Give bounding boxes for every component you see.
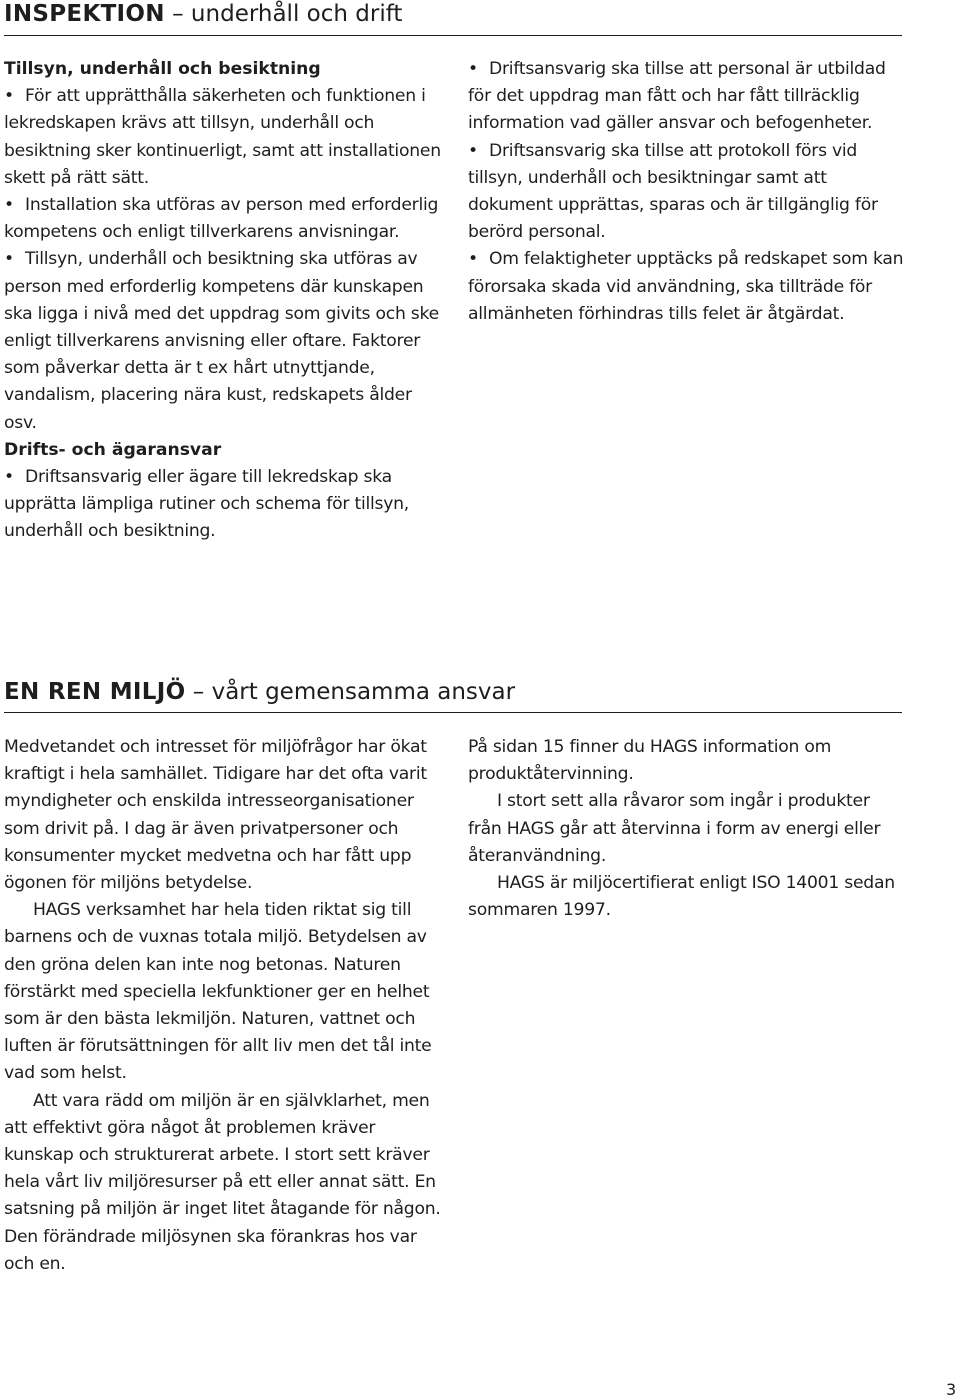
bullet-item [4, 246, 444, 436]
inspection-heading-subtitle: – underhåll och drift [164, 1, 403, 27]
bullet-text: Driftsansvarig ska tillse att protokoll förs vid tillsyn, underhåll och besiktningar samt att dokument upprättas, sparas och är tillgänglig för berörd personal. [468, 140, 878, 243]
bullet-item [4, 83, 444, 192]
environment-heading-rule [4, 712, 902, 713]
bullet-text: Driftsansvarig eller ägare till lekredskap ska upprätta lämpliga rutiner och schema för tillsyn, underhåll och besiktning. [4, 467, 410, 542]
bullet-text: För att upprätthålla säkerheten och funktionen i lekredskapen krävs att tillsyn, underhåll och besiktning sker kontinuerligt, samt att installationen skett på rätt sätt. [4, 86, 441, 188]
environment-heading-bold: EN REN MILJÖ [4, 679, 186, 705]
bullet-icon: • [4, 86, 14, 107]
paragraph: Medvetandet och intresset för miljöfrågor har ökat kraftigt i hela samhället. Tidigare har det ofta varit myndigheter och enskilda intresseorganisationer som drivit på. I dag är även privatpersoner och konsumenter mycket medvetna och har fått upp ögonen för miljöns betydelse. [4, 737, 427, 894]
inspection-right-column [468, 56, 908, 328]
environment-heading [4, 678, 515, 706]
bullet-icon: • [4, 249, 14, 270]
bullet-item [468, 56, 908, 138]
paragraph: HAGS verksamhet har hela tiden riktat sig till barnens och de vuxnas totala miljö. Betydelsen av den gröna delen kan inte nog betonas. Naturen förstärkt med speciella lekfunktioner ger en helhet som är den bästa lekmiljön. Naturen, vattnet och luften är förutsättningen för allt liv men det tål inte vad som helst. [4, 900, 432, 1084]
inspection-heading [4, 0, 402, 28]
inspection-heading-bold: INSPEKTION [4, 1, 165, 27]
inspection-heading-rule [4, 35, 902, 36]
bullet-text: Om felaktigheter upptäcks på redskapet som kan förorsaka skada vid användning, ska tillträde för allmänheten förhindras tills felet är åtgärdat. [468, 249, 904, 324]
bullet-icon: • [4, 467, 14, 488]
bullet-icon: • [468, 59, 478, 79]
environment-left-column [4, 734, 444, 1278]
environment-heading-subtitle: – vårt gemensamma ansvar [185, 679, 516, 705]
bullet-text: Installation ska utföras av person med erforderlig kompetens och enligt tillverkarens anvisningar. [4, 195, 439, 243]
subheading-owner-responsibility: Drifts- och ägaransvar [4, 439, 222, 460]
bullet-item [4, 464, 444, 546]
bullet-icon: • [468, 249, 478, 270]
paragraph: I stort sett alla råvaror som ingår i produkter från HAGS går att återvinna i form av energi eller återanvändning. [468, 791, 881, 866]
bullet-text: Tillsyn, underhåll och besiktning ska utföras av person med erforderlig kompetens där kunskapen ska ligga i nivå med det uppdrag som givits och ske enligt tillverkarens anvisning eller oftare. Faktorer som påverkar detta är t ex hårt utnyttjande, vandalism, placering nära kust, redskapets ålder osv. [4, 249, 439, 433]
paragraph: På sidan 15 finner du HAGS information om produktåtervinning. [468, 737, 832, 785]
environment-right-column [468, 734, 908, 924]
bullet-item [468, 138, 908, 247]
paragraph: HAGS är miljöcertifierat enligt ISO 14001 sedan sommaren 1997. [468, 873, 895, 921]
bullet-icon: • [468, 140, 478, 161]
subheading-supervision: Tillsyn, underhåll och besiktning [4, 59, 321, 79]
bullet-item [4, 192, 444, 246]
bullet-icon: • [4, 195, 14, 216]
page-number: 3 [946, 1380, 957, 1399]
bullet-item [468, 246, 908, 328]
inspection-left-column [4, 56, 444, 546]
bullet-text: Driftsansvarig ska tillse att personal är utbildad för det uppdrag man fått och har fått tillräcklig information vad gäller ansvar och befogenheter. [468, 59, 886, 134]
paragraph: Att vara rädd om miljön är en självklarhet, men att effektivt göra något åt problemen kräver kunskap och strukturerat arbete. I stort sett kräver hela vårt liv miljöresurser på ett eller annat sätt. En satsning på miljön är inget litet åtagande för någon. Den förändrade miljösynen ska förankras hos var och en. [4, 1090, 441, 1274]
